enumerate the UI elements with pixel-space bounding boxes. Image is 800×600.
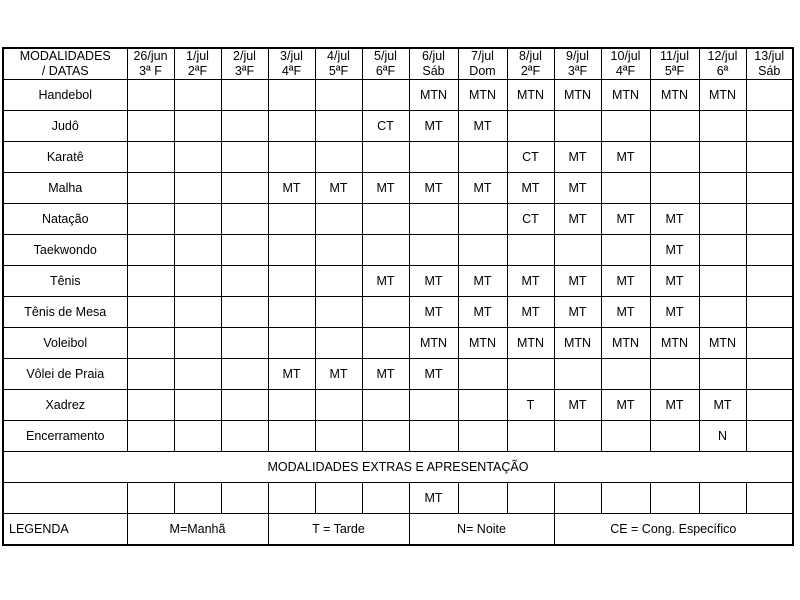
row-label: Judô <box>3 111 127 142</box>
schedule-cell <box>127 266 174 297</box>
schedule-cell: MT <box>650 204 699 235</box>
schedule-cell <box>362 483 409 514</box>
table-row <box>3 142 793 173</box>
header-date-cell <box>362 48 409 80</box>
schedule-cell: N <box>699 421 746 452</box>
schedule-cell: MT <box>409 297 458 328</box>
schedule-cell <box>601 421 650 452</box>
schedule-cell <box>127 173 174 204</box>
schedule-cell <box>268 483 315 514</box>
row-label: Vôlei de Praia <box>3 359 127 390</box>
schedule-cell: MT <box>699 390 746 421</box>
schedule-cell <box>174 328 221 359</box>
schedule-cell: MT <box>650 235 699 266</box>
header-weekday: Dom <box>469 64 496 78</box>
schedule-cell: MTN <box>554 328 601 359</box>
schedule-cell: MT <box>554 142 601 173</box>
schedule-cell <box>127 297 174 328</box>
row-label: Malha <box>3 173 127 204</box>
schedule-cell: MT <box>315 173 362 204</box>
schedule-cell <box>458 204 507 235</box>
schedule-cell <box>268 111 315 142</box>
schedule-cell <box>127 359 174 390</box>
schedule-cell <box>601 359 650 390</box>
table-row <box>3 111 793 142</box>
schedule-cell <box>650 111 699 142</box>
schedule-cell <box>268 266 315 297</box>
table-row <box>3 80 793 111</box>
schedule-cell <box>458 421 507 452</box>
header-date: 1/jul <box>186 49 209 63</box>
schedule-cell: MT <box>268 359 315 390</box>
schedule-cell <box>554 483 601 514</box>
schedule-cell <box>127 235 174 266</box>
table-row <box>3 421 793 452</box>
schedule-cell: MTN <box>601 80 650 111</box>
schedule-cell <box>746 390 793 421</box>
schedule-cell <box>127 204 174 235</box>
schedule-cell <box>174 80 221 111</box>
schedule-cell <box>174 204 221 235</box>
legend-item: M=Manhã <box>127 514 268 546</box>
schedule-cell <box>174 235 221 266</box>
schedule-cell <box>127 328 174 359</box>
schedule-cell: MTN <box>699 80 746 111</box>
row-label: Encerramento <box>3 421 127 452</box>
schedule-cell: MT <box>650 297 699 328</box>
schedule-cell <box>268 142 315 173</box>
header-weekday: 4ªF <box>615 64 636 78</box>
schedule-cell: MTN <box>409 328 458 359</box>
schedule-cell: MTN <box>458 328 507 359</box>
schedule-cell <box>746 142 793 173</box>
schedule-cell: MT <box>554 390 601 421</box>
header-weekday: 3ªF <box>234 64 255 78</box>
schedule-cell <box>174 297 221 328</box>
schedule-cell <box>221 142 268 173</box>
header-date: 9/jul <box>566 49 589 63</box>
schedule-cell: MT <box>554 297 601 328</box>
schedule-cell: MT <box>507 173 554 204</box>
schedule-cell: MTN <box>507 328 554 359</box>
schedule-cell: MT <box>458 297 507 328</box>
schedule-cell <box>174 173 221 204</box>
schedule-cell: MT <box>601 142 650 173</box>
schedule-cell <box>409 204 458 235</box>
header-corner-line1: MODALIDADES <box>19 49 111 63</box>
header-date-cell <box>174 48 221 80</box>
schedule-cell: MTN <box>650 80 699 111</box>
schedule-cell <box>507 359 554 390</box>
section-title: MODALIDADES EXTRAS E APRESENTAÇÃO <box>3 452 793 483</box>
schedule-cell <box>458 390 507 421</box>
schedule-cell <box>268 421 315 452</box>
header-weekday: 6ªF <box>375 64 396 78</box>
schedule-cell <box>174 390 221 421</box>
schedule-cell <box>601 235 650 266</box>
schedule-cell <box>315 483 362 514</box>
table-row <box>3 204 793 235</box>
schedule-cell <box>221 359 268 390</box>
row-label: Taekwondo <box>3 235 127 266</box>
table-row <box>3 266 793 297</box>
schedule-cell <box>650 359 699 390</box>
header-date: 13/jul <box>754 49 785 63</box>
schedule-cell <box>507 483 554 514</box>
schedule-cell <box>221 421 268 452</box>
schedule-cell <box>650 483 699 514</box>
schedule-cell <box>174 359 221 390</box>
header-weekday: 3ª F <box>139 64 162 78</box>
schedule-cell: CT <box>362 111 409 142</box>
schedule-cell <box>746 235 793 266</box>
schedule-cell: MTN <box>554 80 601 111</box>
schedule-cell <box>746 359 793 390</box>
schedule-cell <box>174 266 221 297</box>
header-date: 7/jul <box>471 49 494 63</box>
header-weekday: 2ªF <box>187 64 208 78</box>
schedule-cell <box>699 297 746 328</box>
schedule-cell <box>554 235 601 266</box>
schedule-cell: MTN <box>699 328 746 359</box>
schedule-cell: MT <box>409 111 458 142</box>
schedule-cell <box>221 173 268 204</box>
schedule-cell: MT <box>601 297 650 328</box>
schedule-cell <box>746 173 793 204</box>
legend-item: T = Tarde <box>268 514 409 546</box>
schedule-cell <box>221 390 268 421</box>
schedule-cell <box>650 142 699 173</box>
schedule-cell: MT <box>362 359 409 390</box>
header-weekday: Sáb <box>422 64 445 78</box>
schedule-cell <box>554 111 601 142</box>
schedule-cell <box>268 297 315 328</box>
schedule-cell <box>362 235 409 266</box>
schedule-cell <box>221 297 268 328</box>
row-label: Handebol <box>3 80 127 111</box>
schedule-cell <box>268 328 315 359</box>
schedule-cell <box>699 204 746 235</box>
schedule-cell: CT <box>507 142 554 173</box>
header-date-cell <box>409 48 458 80</box>
schedule-cell <box>650 421 699 452</box>
header-date-cell <box>127 48 174 80</box>
schedule-cell: MT <box>362 173 409 204</box>
schedule-cell: MT <box>458 266 507 297</box>
extra-row <box>3 483 793 514</box>
table-row <box>3 297 793 328</box>
schedule-cell <box>554 359 601 390</box>
schedule-cell: MT <box>409 483 458 514</box>
header-date-cell <box>315 48 362 80</box>
header-date: 8/jul <box>519 49 542 63</box>
schedule-cell <box>221 204 268 235</box>
schedule-cell <box>650 173 699 204</box>
schedule-cell: MT <box>507 266 554 297</box>
schedule-cell: MT <box>601 204 650 235</box>
schedule-cell <box>458 235 507 266</box>
row-label: Karatê <box>3 142 127 173</box>
row-label: Tênis <box>3 266 127 297</box>
schedule-cell <box>315 111 362 142</box>
schedule-cell: MTN <box>507 80 554 111</box>
schedule-cell <box>221 235 268 266</box>
schedule-cell <box>362 80 409 111</box>
header-weekday: 5ªF <box>328 64 349 78</box>
schedule-cell <box>221 111 268 142</box>
schedule-cell <box>268 235 315 266</box>
schedule-cell <box>268 204 315 235</box>
schedule-cell <box>127 142 174 173</box>
schedule-cell <box>699 266 746 297</box>
header-date-cell <box>746 48 793 80</box>
schedule-cell <box>362 328 409 359</box>
schedule-cell <box>174 142 221 173</box>
header-weekday: 3ªF <box>567 64 588 78</box>
header-date-cell <box>601 48 650 80</box>
header-date-cell <box>458 48 507 80</box>
schedule-cell <box>127 390 174 421</box>
header-date-cell <box>650 48 699 80</box>
schedule-cell <box>699 173 746 204</box>
schedule-cell <box>362 142 409 173</box>
schedule-cell: MT <box>601 390 650 421</box>
header-weekday: 5ªF <box>664 64 685 78</box>
schedule-cell: MT <box>554 173 601 204</box>
header-date: 5/jul <box>374 49 397 63</box>
schedule-cell: MT <box>601 266 650 297</box>
schedule-cell: MT <box>554 204 601 235</box>
schedule-cell: MTN <box>650 328 699 359</box>
header-date: 3/jul <box>280 49 303 63</box>
section-title-row <box>3 452 793 483</box>
header-date-cell <box>221 48 268 80</box>
schedule-cell <box>127 80 174 111</box>
row-label: Natação <box>3 204 127 235</box>
schedule-cell <box>746 266 793 297</box>
schedule-cell <box>127 421 174 452</box>
table-row <box>3 328 793 359</box>
schedule-cell <box>409 142 458 173</box>
table-row <box>3 235 793 266</box>
schedule-cell: MT <box>409 266 458 297</box>
schedule-cell: MT <box>268 173 315 204</box>
schedule-cell <box>409 421 458 452</box>
schedule-cell: MT <box>409 173 458 204</box>
row-label: Xadrez <box>3 390 127 421</box>
schedule-cell <box>458 142 507 173</box>
schedule-cell <box>221 266 268 297</box>
schedule-cell <box>174 483 221 514</box>
schedule-cell <box>554 421 601 452</box>
schedule-cell: MTN <box>601 328 650 359</box>
legend-title: LEGENDA <box>3 514 127 546</box>
schedule-cell <box>315 142 362 173</box>
schedule-cell <box>507 421 554 452</box>
schedule-cell <box>315 204 362 235</box>
header-date: 26/jun <box>133 49 168 63</box>
schedule-cell: MT <box>362 266 409 297</box>
schedule-cell: MTN <box>409 80 458 111</box>
schedule-cell <box>746 111 793 142</box>
schedule-cell <box>268 80 315 111</box>
schedule-cell <box>699 142 746 173</box>
schedule-cell <box>174 421 221 452</box>
schedule-cell <box>315 421 362 452</box>
table-row <box>3 359 793 390</box>
schedule-cell: MT <box>507 297 554 328</box>
header-weekday: 4ªF <box>281 64 302 78</box>
schedule-cell: MT <box>315 359 362 390</box>
schedule-cell <box>746 80 793 111</box>
header-date: 10/jul <box>610 49 641 63</box>
schedule-cell <box>458 359 507 390</box>
table-header-row <box>3 48 793 80</box>
header-corner-line2: / DATAS <box>41 64 89 78</box>
schedule-cell <box>699 359 746 390</box>
header-weekday: 6ª <box>716 64 729 78</box>
schedule-cell <box>409 235 458 266</box>
schedule-cell <box>315 297 362 328</box>
header-weekday: Sáb <box>758 64 781 78</box>
schedule-cell <box>699 483 746 514</box>
row-label: Voleibol <box>3 328 127 359</box>
schedule-cell <box>221 80 268 111</box>
schedule-cell <box>746 421 793 452</box>
schedule-cell <box>746 483 793 514</box>
schedule-sheet <box>0 47 788 550</box>
schedule-cell <box>315 266 362 297</box>
schedule-cell <box>362 390 409 421</box>
table-row <box>3 173 793 204</box>
schedule-cell: MT <box>650 390 699 421</box>
schedule-cell <box>127 111 174 142</box>
header-weekday: 2ªF <box>520 64 541 78</box>
schedule-cell <box>174 111 221 142</box>
legend-item: N= Noite <box>409 514 554 546</box>
header-date-cell <box>699 48 746 80</box>
schedule-cell: MT <box>554 266 601 297</box>
row-label: Tênis de Mesa <box>3 297 127 328</box>
schedule-cell <box>746 297 793 328</box>
header-date: 6/jul <box>422 49 445 63</box>
schedule-cell <box>127 483 174 514</box>
schedule-cell: CT <box>507 204 554 235</box>
header-date: 2/jul <box>233 49 256 63</box>
extra-row-label <box>3 483 127 514</box>
schedule-cell <box>268 390 315 421</box>
schedule-cell: MT <box>458 173 507 204</box>
header-date-cell <box>554 48 601 80</box>
schedule-cell <box>315 328 362 359</box>
schedule-cell <box>699 235 746 266</box>
schedule-cell <box>699 111 746 142</box>
schedule-table <box>2 47 794 546</box>
schedule-cell <box>315 390 362 421</box>
schedule-cell <box>362 421 409 452</box>
schedule-cell <box>601 111 650 142</box>
header-date: 12/jul <box>707 49 738 63</box>
schedule-cell <box>221 483 268 514</box>
schedule-cell: MT <box>650 266 699 297</box>
table-row <box>3 390 793 421</box>
schedule-cell <box>409 390 458 421</box>
schedule-cell: T <box>507 390 554 421</box>
header-date: 4/jul <box>327 49 350 63</box>
header-corner-cell <box>3 48 127 80</box>
schedule-cell <box>601 483 650 514</box>
schedule-cell <box>362 204 409 235</box>
header-date-cell <box>507 48 554 80</box>
schedule-cell <box>458 483 507 514</box>
header-date: 11/jul <box>660 49 689 63</box>
schedule-cell <box>601 173 650 204</box>
schedule-cell <box>746 328 793 359</box>
schedule-cell: MTN <box>458 80 507 111</box>
legend-row <box>3 514 793 546</box>
schedule-cell <box>315 80 362 111</box>
schedule-cell <box>507 111 554 142</box>
schedule-cell <box>507 235 554 266</box>
schedule-cell: MT <box>458 111 507 142</box>
schedule-cell <box>746 204 793 235</box>
header-date-cell <box>268 48 315 80</box>
legend-item: CE = Cong. Específico <box>554 514 793 546</box>
schedule-cell: MT <box>409 359 458 390</box>
schedule-cell <box>315 235 362 266</box>
schedule-cell <box>362 297 409 328</box>
schedule-cell <box>221 328 268 359</box>
